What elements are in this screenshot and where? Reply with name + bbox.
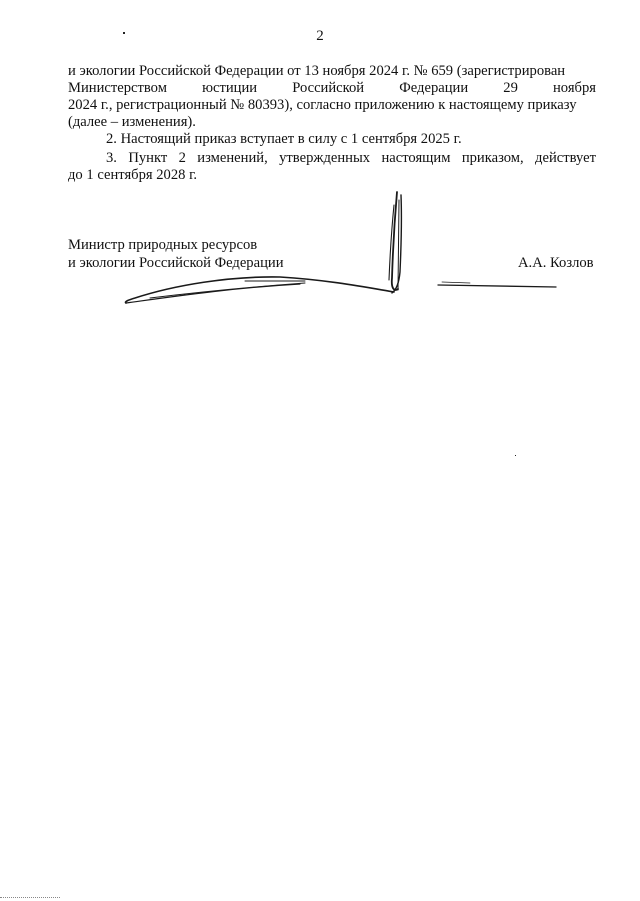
signer-position-line-1: Министр природных ресурсов (68, 237, 258, 253)
word: 3. (106, 150, 117, 166)
word: утвержденных (279, 150, 371, 166)
paragraph-1-line-2 (68, 80, 596, 97)
word: Федерации (399, 80, 469, 96)
word: 29 (503, 80, 518, 96)
scan-speck (123, 32, 125, 34)
word: 2 (178, 150, 186, 166)
word: Министерством (68, 80, 167, 96)
word: Российской (292, 80, 365, 96)
word: действует (535, 150, 596, 166)
word: изменений, (197, 150, 268, 166)
word: настоящим (381, 150, 451, 166)
paragraph-1-line-3: 2024 г., регистрационный № 80393), согласно приложению к настоящему приказу (68, 97, 577, 113)
word: ноября (553, 80, 596, 96)
word: Пункт (128, 150, 168, 166)
paragraph-2: 2. Настоящий приказ вступает в силу с 1 сентября 2025 г. (106, 131, 462, 147)
paragraph-3-line-1 (106, 150, 596, 167)
scan-speck (515, 455, 516, 456)
paragraph-1-line-1: и экологии Российской Федерации от 13 ноября 2024 г. № 659 (зарегистрирован (68, 63, 566, 79)
signer-name: А.А. Козлов (518, 255, 594, 271)
paragraph-3-line-2: до 1 сентября 2028 г. (68, 167, 198, 183)
scan-edge-mark (0, 897, 60, 898)
signer-position-line-2: и экологии Российской Федерации (68, 255, 284, 271)
page-number: 2 (316, 28, 324, 44)
word: юстиции (202, 80, 258, 96)
word: приказом, (461, 150, 524, 166)
paragraph-1-line-4: (далее – изменения). (68, 114, 196, 130)
